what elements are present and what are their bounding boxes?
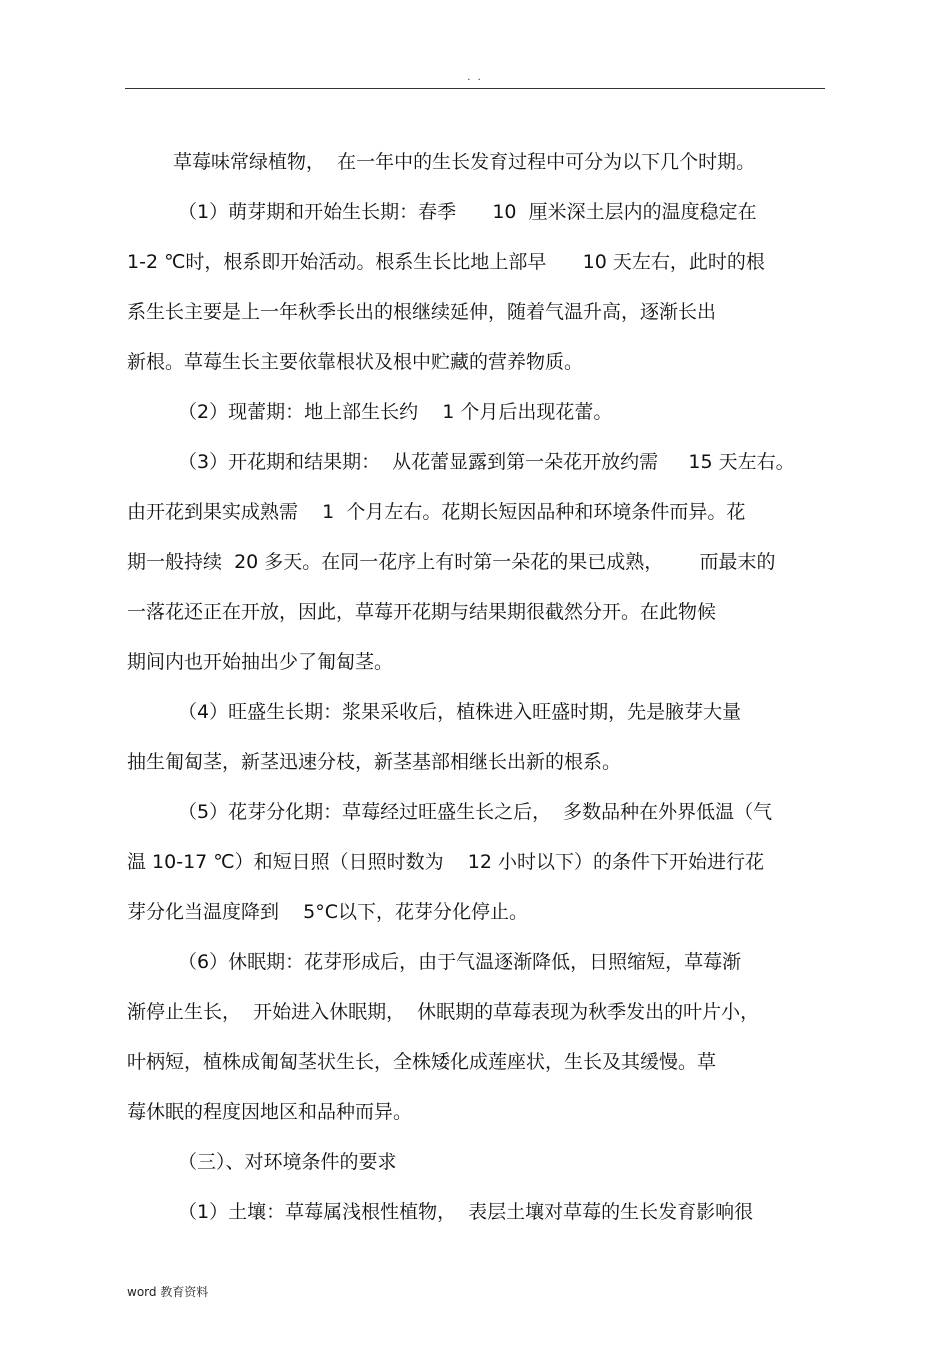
paragraph-line: （3）开花期和结果期： 从花蕾显露到第一朵花开放约需 15 天左右。 — [178, 451, 795, 473]
paragraph-line: 芽分化当温度降到 5°C以下，花芽分化停止。 — [127, 901, 529, 923]
paragraph-line: （1）萌芽期和开始生长期：春季 10 厘米深土层内的温度稳定在 — [178, 201, 757, 223]
paragraph-line: 1-2 ℃时，根系即开始活动。根系生长比地上部早 10 天左右，此时的根 — [127, 251, 765, 273]
paragraph-line: 系生长主要是上一年秋季长出的根继续延伸，随着气温升高，逐渐长出 — [127, 301, 717, 323]
paragraph-line: 叶柄短，植株成匍匐茎状生长，全株矮化成莲座状，生长及其缓慢。草 — [127, 1051, 717, 1073]
paragraph-line: 渐停止生长， 开始进入休眠期， 休眠期的草莓表现为秋季发出的叶片小， — [127, 1001, 760, 1023]
paragraph-line: 期一般持续 20 多天。在同一花序上有时第一朵花的果已成熟， 而最末的 — [127, 551, 776, 573]
paragraph-line: （2）现蕾期：地上部生长约 1 个月后出现花蕾。 — [178, 401, 613, 423]
header-mark: . . — [467, 72, 483, 83]
paragraph-line: 期间内也开始抽出少了匍匐茎。 — [127, 651, 394, 673]
paragraph-line: 由开花到果实成熟需 1 个月左右。花期长短因品种和环境条件而异。花 — [127, 501, 746, 523]
section-heading: （三）、对环境条件的要求 — [178, 1151, 397, 1173]
paragraph-line: 新根。草莓生长主要依靠根状及根中贮藏的营养物质。 — [127, 351, 584, 373]
paragraph-line: （6）休眠期：花芽形成后，由于气温逐渐降低，日照缩短，草莓渐 — [178, 951, 742, 973]
paragraph-line: 抽生匍匐茎，新茎迅速分枝，新茎基部相继长出新的根系。 — [127, 751, 622, 773]
header-divider — [125, 88, 825, 89]
paragraph-line: 莓休眠的程度因地区和品种而异。 — [127, 1101, 413, 1123]
paragraph-line: （1）土壤：草莓属浅根性植物， 表层土壤对草莓的生长发育影响很 — [178, 1201, 754, 1223]
paragraph-line: （5）花芽分化期：草莓经过旺盛生长之后， 多数品种在外界低温（气 — [178, 801, 773, 823]
paragraph-line: 草莓味常绿植物， 在一年中的生长发育过程中可分为以下几个时期。 — [173, 151, 756, 173]
footer-text: word 教育资料 — [127, 1285, 209, 1299]
paragraph-line: （4）旺盛生长期：浆果采收后，植株进入旺盛时期，先是腋芽大量 — [178, 701, 742, 723]
paragraph-line: 温 10-17 ℃）和短日照（日照时数为 12 小时以下）的条件下开始进行花 — [127, 851, 765, 873]
paragraph-line: 一落花还正在开放，因此，草莓开花期与结果期很截然分开。在此物候 — [127, 601, 717, 623]
